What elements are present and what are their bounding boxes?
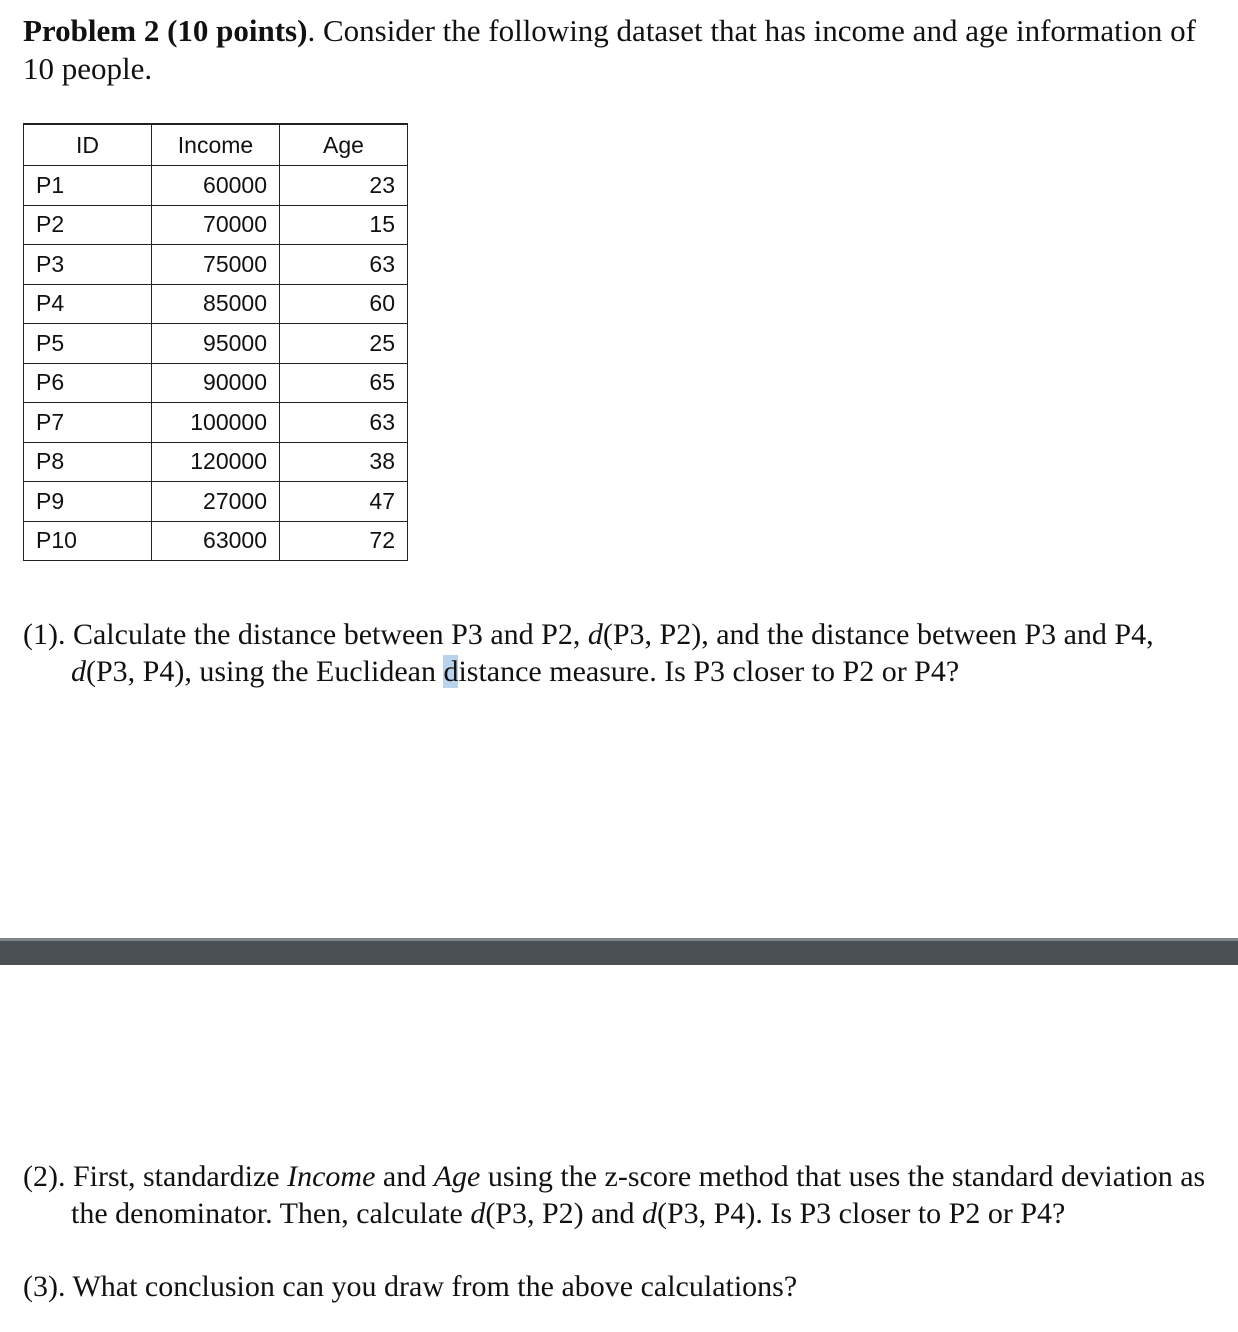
cell-income: 75000 (152, 245, 280, 285)
cell-age: 38 (280, 442, 408, 482)
table-row (24, 363, 408, 403)
cell-income: 120000 (152, 442, 280, 482)
cell-age: 63 (280, 403, 408, 443)
dataset-table (23, 123, 408, 561)
cell-age: 47 (280, 482, 408, 522)
cell-id: P4 (24, 284, 152, 324)
cell-id: P10 (24, 521, 152, 561)
header-income: Income (152, 124, 280, 166)
cell-age: 25 (280, 324, 408, 364)
table-row (24, 442, 408, 482)
table-row (24, 166, 408, 206)
cell-income: 63000 (152, 521, 280, 561)
table-row (24, 482, 408, 522)
cell-income: 60000 (152, 166, 280, 206)
cell-id: P2 (24, 205, 152, 245)
question-3: (3). What conclusion can you draw from the above calculations? (23, 1270, 798, 1303)
table-row (24, 403, 408, 443)
cell-age: 15 (280, 205, 408, 245)
cell-id: P9 (24, 482, 152, 522)
problem-title: Problem 2 (10 points) (23, 13, 308, 48)
question-1: (1). Calculate the distance between P3 and P2, d(P3, P2), and the distance between P3 and P4, d(P3, P4), using the Euclidean distance measure. Is P3 closer to P2 or P4? (23, 618, 1154, 688)
cell-id: P6 (24, 363, 152, 403)
table-row (24, 205, 408, 245)
cell-age: 72 (280, 521, 408, 561)
cell-income: 85000 (152, 284, 280, 324)
header-age: Age (280, 124, 408, 166)
cell-id: P3 (24, 245, 152, 285)
table-header-row (24, 124, 408, 166)
cell-id: P1 (24, 166, 152, 206)
cell-age: 65 (280, 363, 408, 403)
cell-income: 27000 (152, 482, 280, 522)
header-id: ID (24, 124, 152, 166)
table-row (24, 521, 408, 561)
table-row (24, 245, 408, 285)
problem-heading (23, 12, 1213, 88)
cell-age: 63 (280, 245, 408, 285)
text-selection-highlight[interactable]: d (443, 655, 459, 688)
problem-intro: . Consider the following dataset that has income and age information of 10 people. (23, 13, 1196, 86)
cell-income: 95000 (152, 324, 280, 364)
cell-age: 60 (280, 284, 408, 324)
table-row (24, 324, 408, 364)
cell-id: P7 (24, 403, 152, 443)
cell-id: P5 (24, 324, 152, 364)
cell-id: P8 (24, 442, 152, 482)
page-divider (0, 938, 1238, 965)
question-2: (2). First, standardize Income and Age using the z-score method that uses the standard deviation as the denominator. Then, calculate d(P3, P2) and d(P3, P4). Is P3 closer to P2 or P4? (23, 1160, 1206, 1230)
cell-age: 23 (280, 166, 408, 206)
cell-income: 90000 (152, 363, 280, 403)
cell-income: 100000 (152, 403, 280, 443)
cell-income: 70000 (152, 205, 280, 245)
table-row (24, 284, 408, 324)
